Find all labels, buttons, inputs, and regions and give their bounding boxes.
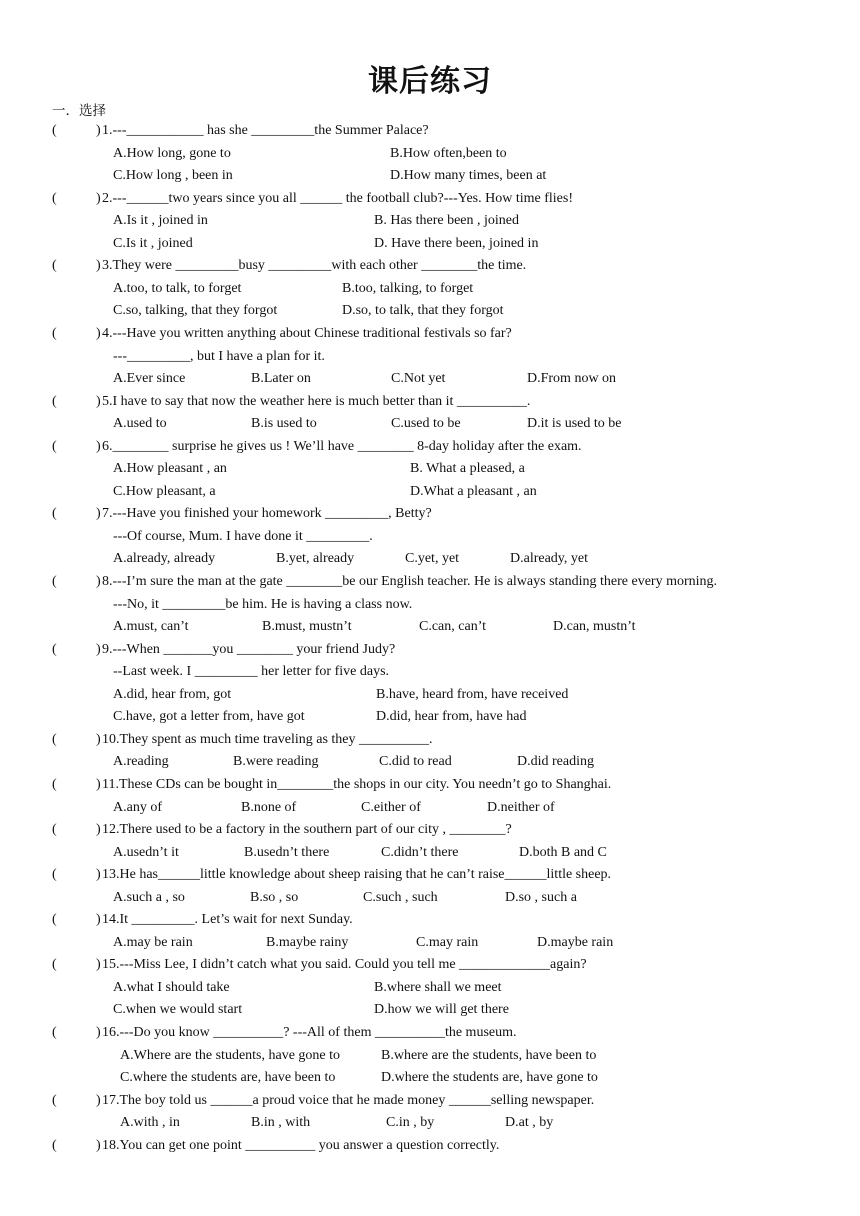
option-a: A.usedn’t it: [113, 844, 179, 860]
question-number: 12.: [102, 822, 120, 838]
option-a: A.any of: [113, 799, 162, 815]
question-2: [0, 189, 860, 209]
option-d: D.How many times, been at: [390, 168, 547, 184]
question-text: ---When _______you ________ your friend Judy?: [112, 641, 396, 657]
question-number: 11.: [102, 776, 119, 792]
option-c: C.didn’t there: [381, 844, 459, 860]
option-b: B.in , with: [251, 1115, 311, 1131]
option-d: D.at , by: [505, 1115, 554, 1131]
question-number: 6.: [102, 438, 113, 454]
question-10: [0, 730, 860, 750]
question-number: 18.: [102, 1137, 120, 1153]
answer-paren-open: (: [52, 258, 57, 274]
answer-paren-close: ): [96, 574, 101, 589]
option-c: C.How pleasant, a: [113, 483, 216, 499]
question-13: [0, 865, 860, 885]
option-d: D.where the students are, have gone to: [381, 1070, 598, 1086]
option-a: A.did, hear from, got: [113, 686, 232, 702]
question-number: 17.: [102, 1092, 120, 1108]
option-d: D.already, yet: [510, 551, 588, 567]
option-a: A.with , in: [120, 1115, 180, 1131]
question-number: 14.: [102, 912, 120, 928]
option-a: A.How pleasant , an: [113, 461, 227, 477]
question-stem: [102, 955, 587, 975]
question-3: [0, 256, 860, 276]
question-16: [0, 1023, 860, 1043]
option-c: C.Not yet: [391, 371, 446, 387]
option-c: C.either of: [361, 799, 421, 815]
answer-paren-close: ): [96, 438, 101, 454]
option-a: A.such a , so: [113, 889, 185, 905]
question-5: [0, 392, 860, 412]
question-stem: [102, 392, 530, 412]
question-stem: [102, 189, 573, 209]
question-text: It _________. Let’s wait for next Sunday.: [119, 912, 353, 928]
answer-paren-close: ): [96, 393, 101, 409]
option-b: B.usedn’t there: [244, 844, 330, 860]
question-number: 13.: [102, 867, 120, 883]
option-b: B.where shall we meet: [374, 979, 502, 995]
question-9: [0, 640, 860, 660]
question-stem: [102, 324, 512, 344]
answer-paren-open: (: [52, 123, 57, 138]
question-stem: [102, 572, 717, 592]
question-continuation: ---_________, but I have a plan for it.: [113, 348, 325, 364]
option-c: C.can, can’t: [419, 619, 486, 635]
option-b: B.is used to: [251, 416, 317, 432]
option-d: D.it is used to be: [527, 416, 622, 432]
question-number: 2.: [102, 190, 113, 206]
answer-paren-open: (: [52, 957, 57, 973]
answer-paren-close: ): [96, 822, 101, 838]
question-stem: [102, 775, 611, 795]
answer-paren-close: ): [96, 731, 101, 747]
answer-paren-close: ): [96, 1092, 101, 1108]
answer-paren-close: ): [96, 1025, 101, 1040]
answer-paren-open: (: [52, 1025, 57, 1040]
option-d: D.so , such a: [505, 889, 577, 905]
option-b: B. What a pleased, a: [410, 461, 525, 477]
question-text: ---______two years since you all ______ the football club?---Yes. How time flies!: [112, 190, 573, 206]
option-c: C.yet, yet: [405, 551, 460, 567]
question-number: 8.: [102, 574, 113, 589]
question-number: 7.: [102, 506, 113, 522]
option-c: C.when we would start: [113, 1002, 243, 1018]
question-text: ---Do you know __________? ---All of them __________the museum.: [119, 1025, 517, 1040]
option-a: A.How long, gone to: [113, 145, 231, 161]
option-b: B.have, heard from, have received: [376, 686, 569, 702]
question-15: [0, 955, 860, 975]
option-c: C.have, got a letter from, have got: [113, 709, 305, 725]
question-text: You can get one point __________ you answer a question correctly.: [119, 1137, 500, 1153]
question-text: These CDs can be bought in________the shops in our city. You needn’t go to Shanghai.: [118, 776, 612, 792]
question-number: 16.: [102, 1025, 120, 1040]
answer-paren-close: ): [96, 912, 101, 928]
option-b: B.where are the students, have been to: [381, 1047, 597, 1063]
option-d: D.both B and C: [519, 844, 607, 860]
option-c: C.How long , been in: [113, 168, 233, 184]
question-number: 10.: [102, 731, 120, 747]
question-7: [0, 504, 860, 524]
question-stem: [102, 256, 526, 276]
option-d: D.From now on: [527, 371, 617, 387]
question-stem: [102, 1136, 499, 1156]
answer-paren-open: (: [52, 867, 57, 883]
option-d: D.how we will get there: [374, 1002, 509, 1018]
question-text: ---Have you finished your homework _________, Betty?: [112, 506, 432, 522]
section-heading: 一．选择: [52, 103, 106, 119]
option-b: B.were reading: [233, 754, 319, 770]
answer-paren-open: (: [52, 325, 57, 341]
option-a: A.too, to talk, to forget: [113, 280, 242, 296]
answer-paren-open: (: [52, 776, 57, 792]
option-a: A.used to: [113, 416, 167, 432]
question-number: 3.: [102, 258, 113, 274]
answer-paren-open: (: [52, 574, 57, 589]
option-d: D.did, hear from, have had: [376, 709, 527, 725]
question-1: [0, 121, 860, 141]
question-number: 5.: [102, 393, 113, 409]
page-title: 课后练习: [368, 64, 492, 99]
option-a: A.Where are the students, have gone to: [120, 1047, 341, 1063]
answer-paren-close: ): [96, 258, 101, 274]
option-b: B.too, talking, to forget: [342, 280, 474, 296]
question-stem: [102, 504, 432, 524]
question-text: They were _________busy _________with each other ________the time.: [112, 258, 527, 274]
answer-paren-close: ): [96, 957, 101, 973]
answer-paren-close: ): [96, 190, 101, 206]
option-c: C.such , such: [363, 889, 438, 905]
answer-paren-close: ): [96, 641, 101, 657]
question-18: [0, 1136, 860, 1156]
answer-paren-close: ): [96, 1137, 101, 1153]
question-4: [0, 324, 860, 344]
question-continuation: ---Of course, Mum. I have done it _________.: [113, 528, 373, 544]
question-stem: [102, 865, 611, 885]
option-c: C.did to read: [379, 754, 452, 770]
question-continuation: ---No, it _________be him. He is having a class now.: [113, 596, 413, 612]
option-b: B.none of: [241, 799, 297, 815]
question-stem: [102, 910, 353, 930]
option-a: A.reading: [113, 754, 169, 770]
option-b: B.must, mustn’t: [262, 619, 352, 635]
option-c: C.used to be: [391, 416, 461, 432]
option-c: C.Is it , joined: [113, 235, 193, 251]
question-text: ---Miss Lee, I didn’t catch what you said. Could you tell me _____________again?: [119, 957, 587, 973]
option-a: A.Ever since: [113, 371, 186, 387]
option-c: C.so, talking, that they forgot: [113, 303, 278, 319]
question-text: ---Have you written anything about Chinese traditional festivals so far?: [112, 325, 512, 341]
answer-paren-open: (: [52, 641, 57, 657]
option-a: A.what I should take: [113, 979, 230, 995]
option-c: C.in , by: [386, 1115, 435, 1131]
question-text: There used to be a factory in the southern part of our city , ________?: [119, 822, 512, 838]
option-d: D. Have there been, joined in: [374, 235, 539, 251]
answer-paren-open: (: [52, 822, 57, 838]
answer-paren-open: (: [52, 506, 57, 522]
question-11: [0, 775, 860, 795]
question-stem: [102, 640, 395, 660]
question-12: [0, 820, 860, 840]
option-a: A.Is it , joined in: [113, 213, 208, 229]
option-b: B.maybe rainy: [266, 934, 349, 950]
option-b: B. Has there been , joined: [374, 213, 520, 229]
question-stem: [102, 730, 433, 750]
answer-paren-open: (: [52, 438, 57, 454]
question-number: 1.: [102, 123, 113, 138]
question-14: [0, 910, 860, 930]
option-d: D.can, mustn’t: [553, 619, 636, 635]
answer-paren-close: ): [96, 506, 101, 522]
answer-paren-close: ): [96, 776, 101, 792]
question-text: The boy told us ______a proud voice that he made money ______selling newspaper.: [119, 1092, 595, 1108]
option-d: D.neither of: [487, 799, 555, 815]
answer-paren-open: (: [52, 393, 57, 409]
question-6: [0, 437, 860, 457]
option-c: C.may rain: [416, 934, 479, 950]
option-b: B.so , so: [250, 889, 299, 905]
option-d: D.What a pleasant , an: [410, 483, 537, 499]
question-text: ---___________ has she _________the Summer Palace?: [112, 123, 429, 138]
option-d: D.maybe rain: [537, 934, 614, 950]
question-text: They spent as much time traveling as they __________.: [119, 731, 433, 747]
option-a: A.already, already: [113, 551, 216, 567]
question-text: ---I’m sure the man at the gate ________be our English teacher. He is always standing there every morning.: [112, 574, 718, 589]
question-number: 15.: [102, 957, 120, 973]
option-a: A.may be rain: [113, 934, 193, 950]
question-text: I have to say that now the weather here is much better than it __________.: [112, 393, 531, 409]
question-stem: [102, 1023, 517, 1043]
question-number: 9.: [102, 641, 113, 657]
question-8: [0, 572, 860, 592]
question-stem: [102, 437, 582, 457]
answer-paren-close: ): [96, 325, 101, 341]
answer-paren-open: (: [52, 190, 57, 206]
question-stem: [102, 121, 429, 141]
option-d: D.so, to talk, that they forgot: [342, 303, 504, 319]
question-text: He has______little knowledge about sheep raising that he can’t raise______little sheep.: [119, 867, 612, 883]
question-17: [0, 1091, 860, 1111]
option-d: D.did reading: [517, 754, 594, 770]
option-b: B.yet, already: [276, 551, 355, 567]
answer-paren-open: (: [52, 731, 57, 747]
question-stem: [102, 820, 512, 840]
option-c: C.where the students are, have been to: [120, 1070, 336, 1086]
question-number: 4.: [102, 325, 113, 341]
question-text: ________ surprise he gives us ! We’ll have ________ 8-day holiday after the exam.: [112, 438, 582, 454]
answer-paren-open: (: [52, 1092, 57, 1108]
answer-paren-open: (: [52, 912, 57, 928]
question-stem: [102, 1091, 594, 1111]
answer-paren-close: ): [96, 867, 101, 883]
answer-paren-close: ): [96, 123, 101, 138]
question-continuation: --Last week. I _________ her letter for five days.: [113, 664, 390, 680]
option-b: B.Later on: [251, 371, 311, 387]
answer-paren-open: (: [52, 1137, 57, 1153]
option-b: B.How often,been to: [390, 145, 507, 161]
option-a: A.must, can’t: [113, 619, 189, 635]
